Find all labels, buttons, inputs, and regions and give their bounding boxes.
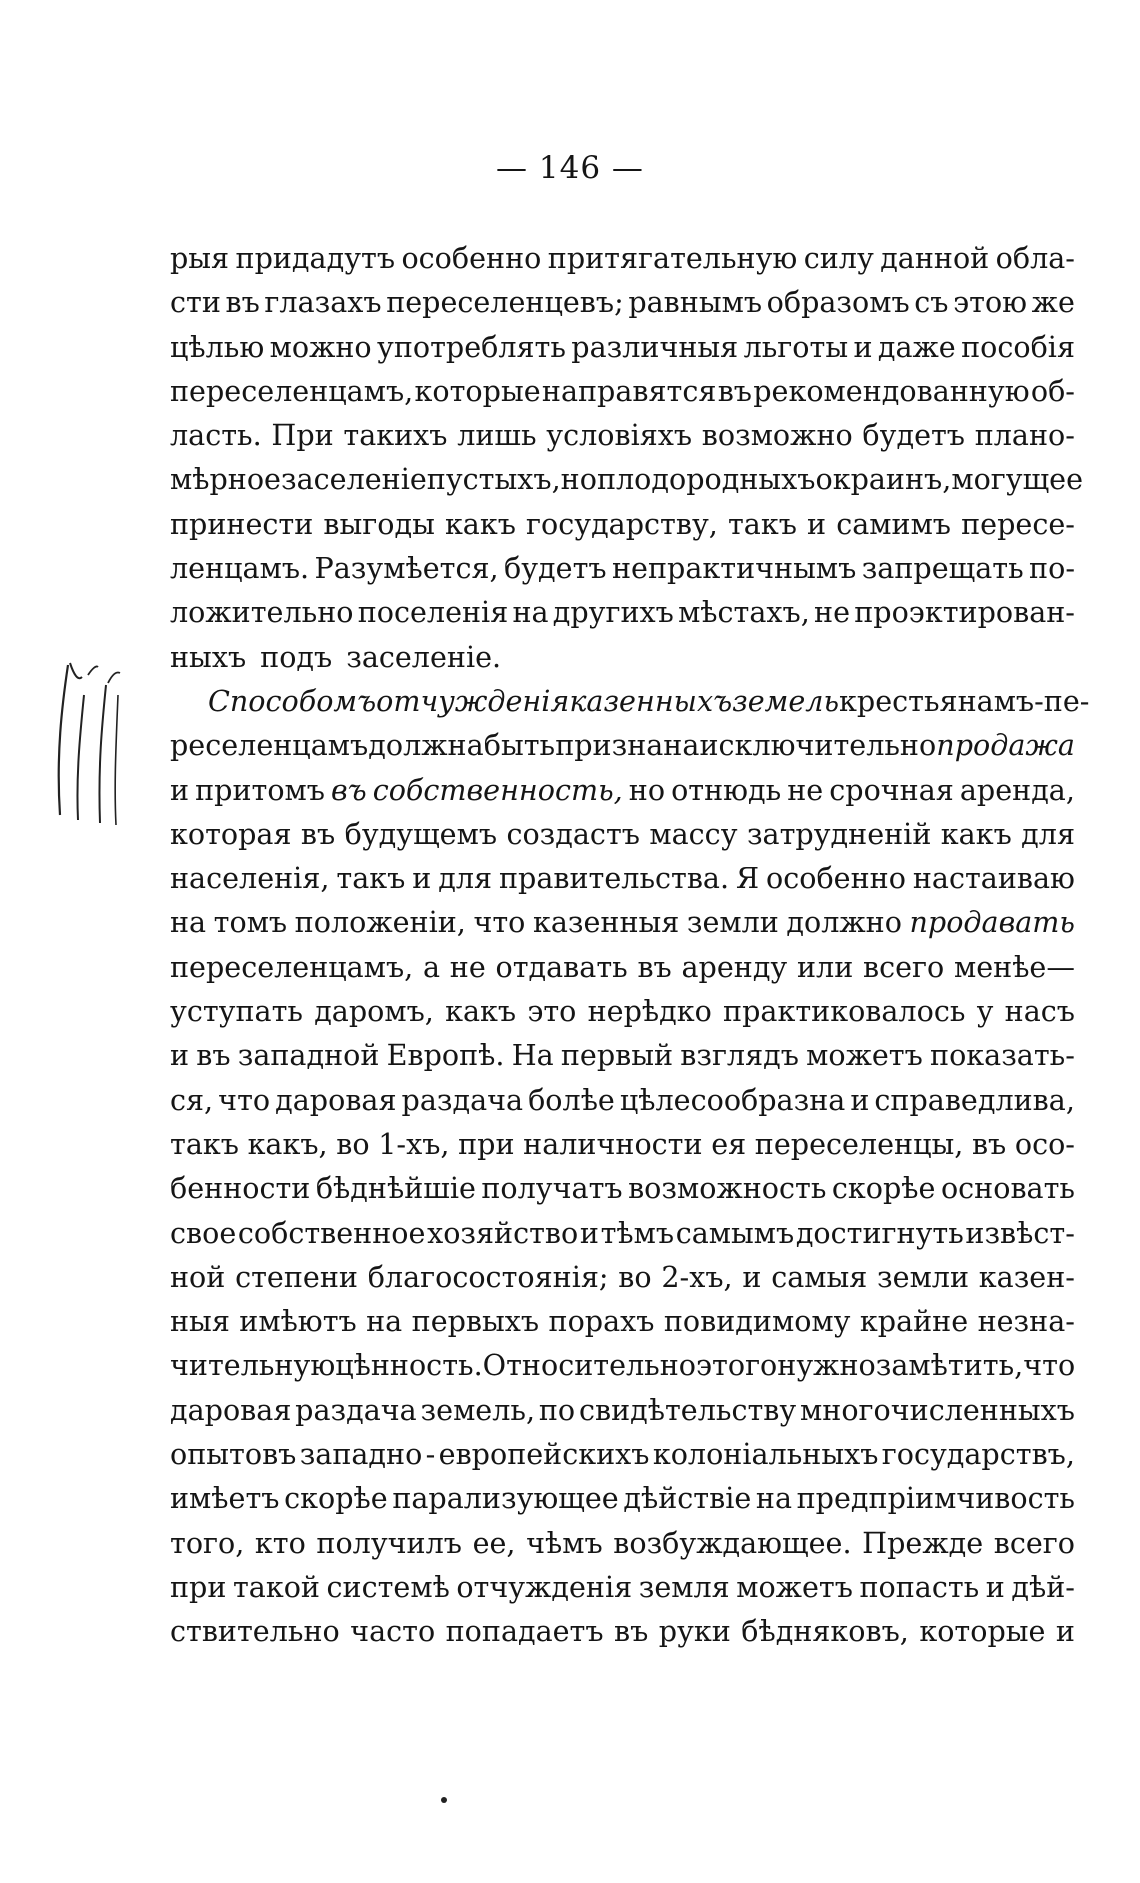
text-line: рыя придадутъ особенно притягательную силу данной обла- xyxy=(170,241,1075,275)
text-line: принести выгоды какъ государству, такъ и самимъ пересе- xyxy=(170,506,1075,541)
text-line: чительную цѣнность. Относительно этого нужно замѣтить, что xyxy=(170,1348,1076,1383)
handwritten-margin-mark-icon xyxy=(48,655,128,830)
body-text xyxy=(170,236,1090,1654)
text-line: Способомъ отчужденія казенныхъ земель крестьянамъ-пе- xyxy=(208,683,1090,718)
ink-dot xyxy=(441,1797,447,1803)
text-line: реселенцамъ должна быть признана исключительно продажа xyxy=(170,728,1075,763)
text-line: бенности бѣднѣйшіе получатъ возможность скорѣе основать xyxy=(170,1171,1075,1206)
text-line: и въ западной Европѣ. На первый взглядъ можетъ показать- xyxy=(170,1038,1075,1073)
text-line: имѣетъ скорѣе парализующее дѣйствіе на предпріимчивость xyxy=(170,1481,1075,1516)
text-line: населенія, такъ и для правительства. Я особенно настаиваю xyxy=(170,861,1075,896)
text-line: ласть. При такихъ лишь условіяхъ возможно будетъ плано- xyxy=(170,418,1075,453)
text-line: переселенцамъ, а не отдавать въ аренду или всего менѣе— xyxy=(170,949,1075,984)
text-line: цѣлью можно употреблять различныя льготы и даже пособія xyxy=(170,329,1075,364)
page-number: — 146 — xyxy=(496,150,644,186)
text-line: свое собственное хозяйство и тѣмъ самымъ достигнуть извѣст- xyxy=(170,1215,1075,1250)
text-line: при такой системѣ отчужденія земля можетъ попасть и дѣй- xyxy=(170,1569,1075,1604)
text-line: ныхъ подъ заселеніе. xyxy=(170,639,502,674)
text-line: ной степени благосостоянія; во 2-хъ, и самыя земли казен- xyxy=(170,1259,1075,1294)
text-line: и притомъ въ собственность, но отнюдь не срочная аренда, xyxy=(170,772,1075,807)
text-line: ныя имѣютъ на первыхъ порахъ повидимому крайне незна- xyxy=(170,1304,1075,1339)
text-line: ся, что даровая раздача болѣе цѣлесообразна и справедлива, xyxy=(170,1082,1075,1117)
text-line: опытовъ западно - европейскихъ колоніальныхъ государствъ, xyxy=(170,1437,1075,1472)
text-line: того, кто получилъ ее, чѣмъ возбуждающее. Прежде всего xyxy=(170,1525,1075,1560)
text-line: ствительно часто попадаетъ въ руки бѣдняковъ, которые и xyxy=(170,1614,1075,1649)
text-line: ленцамъ. Разумѣется, будетъ непрактичнымъ запрещать по- xyxy=(170,551,1075,586)
text-line: переселенцамъ, которые направятся въ рекомендованную об- xyxy=(170,373,1075,408)
text-line: даровая раздача земель, по свидѣтельству многочисленныхъ xyxy=(170,1392,1075,1427)
text-line: сти въ глазахъ переселенцевъ; равнымъ образомъ съ этою же xyxy=(170,285,1075,320)
text-line: которая въ будущемъ создастъ массу затрудненій какъ для xyxy=(170,816,1075,851)
text-line: такъ какъ, во 1-хъ, при наличности ея переселенцы, въ осо- xyxy=(170,1126,1075,1161)
text-line: уступать даромъ, какъ это нерѣдко практиковалось у насъ xyxy=(170,994,1075,1029)
text-line: мѣрное заселеніе пустыхъ, но плодородныхъ окраинъ, могущее xyxy=(170,462,1084,497)
text-line: ложительно поселенія на другихъ мѣстахъ, не проэктирован- xyxy=(170,595,1075,630)
text-line: на томъ положеніи, что казенныя земли должно продавать xyxy=(170,905,1075,940)
